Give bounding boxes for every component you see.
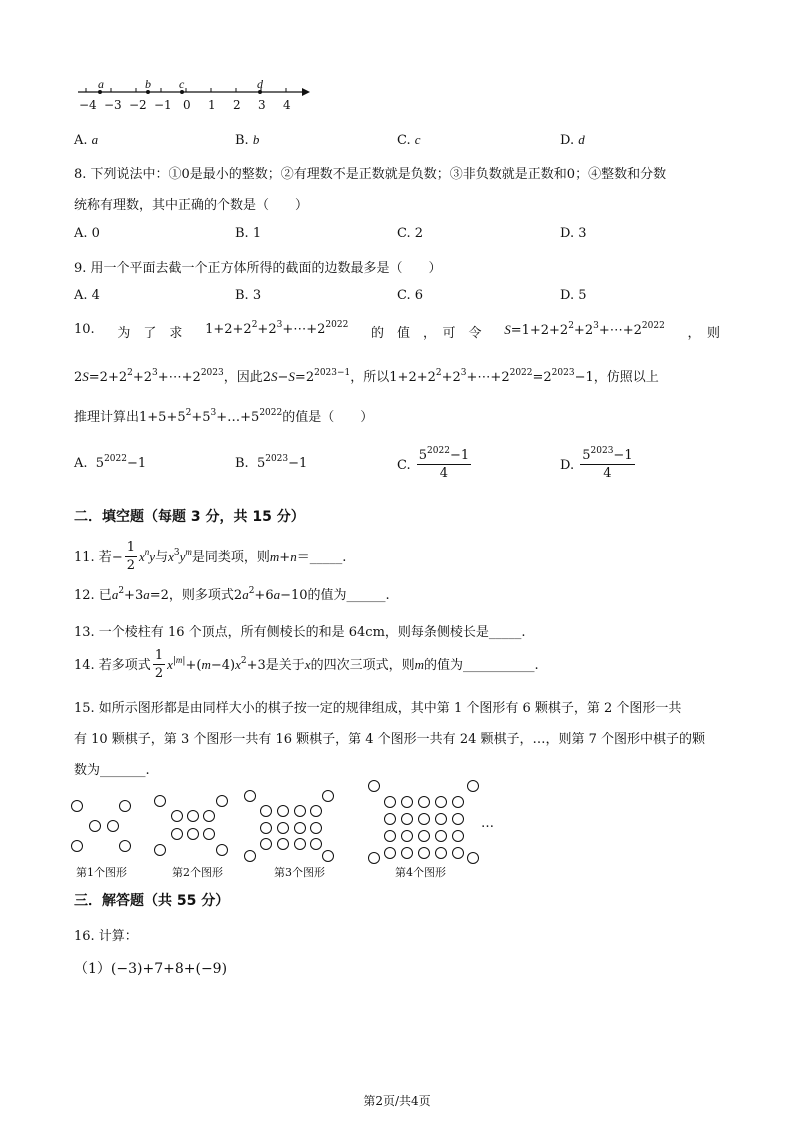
- q9-option-a[interactable]: A. 4: [74, 288, 100, 303]
- q11: 11. 若− $\frac{1}{2}$ $x^ny$与$x^3y^m$是同类项，则m+n＝_____.: [74, 540, 347, 573]
- q9-option-b[interactable]: B. 3: [235, 288, 262, 303]
- tick-label: 0: [183, 98, 191, 112]
- section-solve-heading: 三．解答题（共 55 分）: [74, 893, 230, 909]
- q7-option-a[interactable]: A. a: [74, 132, 99, 148]
- q9-option-c[interactable]: C. 6: [397, 288, 424, 303]
- q8-option-b[interactable]: B. 1: [235, 226, 262, 241]
- number-line: [70, 74, 320, 120]
- q7-option-c[interactable]: C. c: [397, 132, 421, 148]
- q10-option-c[interactable]: C. $\frac{5^{2022}-1}{4}$: [397, 446, 470, 481]
- q16-part1: （1）(−3)+7+8+(−9): [74, 961, 228, 977]
- q10-option-a[interactable]: A. $5^{2022}-1$: [74, 454, 147, 471]
- q10-option-d[interactable]: D. $\frac{5^{2023}-1}{4}$: [560, 446, 633, 481]
- figure-caption: 第1个图形: [76, 866, 127, 879]
- point-label: a: [98, 77, 104, 91]
- tick-label: −1: [154, 98, 172, 112]
- q8-option-a[interactable]: A. 0: [74, 226, 100, 241]
- tick-label: −4: [79, 98, 97, 112]
- q16-title: 16. 计算：: [74, 929, 138, 944]
- point-label: c: [179, 77, 185, 91]
- tick-label: −2: [129, 98, 147, 112]
- point-label: b: [145, 77, 151, 91]
- q15-line3: 数为_______.: [74, 763, 150, 778]
- q15-line2: 有 10 颗棋子，第 3 个图形一共有 16 颗棋子，第 4 个图形一共有 24 颗棋子，…，则第 7 个图形中棋子的颗: [74, 732, 706, 747]
- q7-option-b[interactable]: B. b: [235, 132, 260, 148]
- q8-stem-line2: 统称有理数，其中正确的个数是（ ）: [74, 198, 309, 213]
- q8-option-c[interactable]: C. 2: [397, 226, 424, 241]
- q8-stem-line1: 8. 下列说法中：①0是最小的整数；②有理数不是正数就是负数；③非负数就是正数和0；④整数和分数: [74, 167, 667, 182]
- page-footer: 第2页/共4页: [363, 1094, 431, 1108]
- q10-line1: 10. 为 了 求 $1+2+2^2+2^3+\cdots+2^{2022}$ 的 值 ， 可 令 $S=1+2+2^2+2^3+\cdots+2^{2022}$ ， 则: [74, 320, 720, 341]
- tick-label: 1: [208, 98, 216, 112]
- q7-option-d[interactable]: D. d: [560, 132, 585, 148]
- q14: 14. 若多项式 $\frac{1}{2}$ $x^{|m|}+(m-4)x^2+3$是关于x的四次三项式，则m的值为___________.: [74, 648, 539, 681]
- q15-line1: 15. 如所示图形都是由同样大小的棋子按一定的规律组成，其中第 1 个图形有 6 颗棋子，第 2 个图形一共: [74, 701, 682, 716]
- tick-label: −3: [104, 98, 122, 112]
- q10-line3: 推理计算出$1+5+5^2+5^3+\dots+5^{2022}$的值是（ ）: [74, 408, 374, 425]
- q9-option-d[interactable]: D. 5: [560, 288, 587, 303]
- q8-option-d[interactable]: D. 3: [560, 226, 587, 241]
- q9-stem: 9. 用一个平面去截一个正方体所得的截面的边数最多是（ ）: [74, 261, 442, 276]
- q10-line2: $2S=2+2^2+2^3+\cdots+2^{2023}$，因此$2S-S=2^{2023-1}$，所以$1+2+2^2+2^3+\cdots+2^{2022}=2^{2023}-1$，仿照以上: [74, 368, 659, 385]
- q10-option-b[interactable]: B. $5^{2023}-1$: [235, 454, 308, 471]
- figure-caption: 第2个图形: [172, 866, 223, 879]
- chess-figures: [60, 776, 520, 866]
- point-label: d: [257, 77, 263, 91]
- tick-label: 2: [233, 98, 241, 112]
- q12: 12. 已$a^2+3a=2$，则多项式$2a^2+6a-10$的值为______.: [74, 586, 390, 603]
- tick-label: 3: [258, 98, 266, 112]
- q13: 13. 一个棱柱有 16 个顶点，所有侧棱长的和是 64cm，则每条侧棱长是_____.: [74, 625, 526, 640]
- figure-caption: 第3个图形: [274, 866, 325, 879]
- tick-label: 4: [283, 98, 291, 112]
- section-fill-in-heading: 二．填空题（每题 3 分，共 15 分）: [74, 509, 305, 525]
- figures-ellipsis: …: [481, 816, 494, 831]
- figure-caption: 第4个图形: [395, 866, 446, 879]
